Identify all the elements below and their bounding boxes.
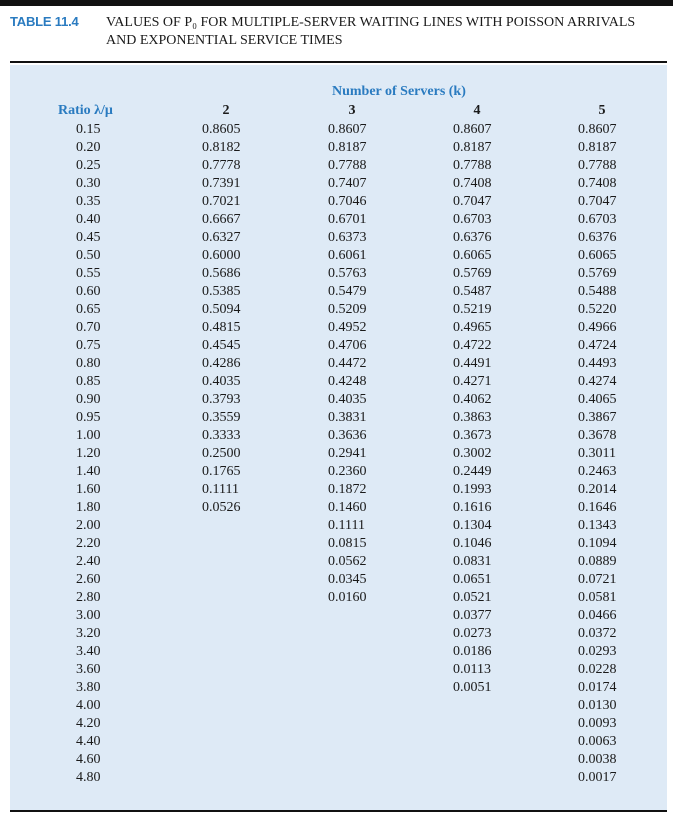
table-row bbox=[0, 301, 673, 319]
p0-cell-k5: 0.4065 bbox=[578, 392, 617, 407]
p0-cell-k2: 0.7778 bbox=[202, 158, 241, 173]
p0-cell-k3: 0.2360 bbox=[328, 464, 367, 479]
p0-cell-k3: 0.7046 bbox=[328, 194, 367, 209]
p0-cell-k5: 0.6376 bbox=[578, 230, 617, 245]
table-row bbox=[0, 769, 673, 787]
table-row bbox=[0, 373, 673, 391]
p0-cell-k4: 0.0186 bbox=[453, 644, 492, 659]
p0-cell-k5: 0.5220 bbox=[578, 302, 617, 317]
table-row bbox=[0, 265, 673, 283]
ratio-cell: 0.60 bbox=[76, 284, 101, 299]
p0-cell-k4: 0.3673 bbox=[453, 428, 492, 443]
p0-cell-k3: 0.6373 bbox=[328, 230, 367, 245]
p0-cell-k4: 0.5769 bbox=[453, 266, 492, 281]
p0-cell-k5: 0.4724 bbox=[578, 338, 617, 353]
p0-cell-k4: 0.0521 bbox=[453, 590, 492, 605]
p0-cell-k4: 0.6703 bbox=[453, 212, 492, 227]
table-row bbox=[0, 697, 673, 715]
p0-cell-k5: 0.0889 bbox=[578, 554, 617, 569]
table-row bbox=[0, 355, 673, 373]
p0-cell-k3: 0.1872 bbox=[328, 482, 367, 497]
ratio-cell: 0.50 bbox=[76, 248, 101, 263]
p0-cell-k3: 0.4035 bbox=[328, 392, 367, 407]
table-row bbox=[0, 535, 673, 553]
p0-cell-k2: 0.6667 bbox=[202, 212, 241, 227]
table-rows bbox=[0, 121, 673, 787]
p0-cell-k3: 0.5763 bbox=[328, 266, 367, 281]
p0-cell-k4: 0.2449 bbox=[453, 464, 492, 479]
p0-cell-k4: 0.8187 bbox=[453, 140, 492, 155]
column-header-k2: 2 bbox=[222, 103, 230, 118]
p0-cell-k5: 0.5488 bbox=[578, 284, 617, 299]
p0-cell-k4: 0.5219 bbox=[453, 302, 492, 317]
p0-cell-k3: 0.7788 bbox=[328, 158, 367, 173]
table-row bbox=[0, 553, 673, 571]
p0-cell-k2: 0.3333 bbox=[202, 428, 241, 443]
p0-cell-k5: 0.4274 bbox=[578, 374, 617, 389]
table-row bbox=[0, 715, 673, 733]
p0-cell-k4: 0.0273 bbox=[453, 626, 492, 641]
table-title: VALUES OF P₀ FOR MULTIPLE-SERVER WAITING LINES WITH POISSON ARRIVALS AND EXPONENTIAL SERVICE TIMES bbox=[106, 15, 636, 48]
table-row bbox=[0, 463, 673, 481]
table-row bbox=[0, 589, 673, 607]
p0-cell-k4: 0.4062 bbox=[453, 392, 492, 407]
table-row bbox=[0, 427, 673, 445]
p0-cell-k4: 0.8607 bbox=[453, 122, 492, 137]
ratio-cell: 1.40 bbox=[76, 464, 101, 479]
column-header-k3: 3 bbox=[348, 103, 356, 118]
table-row bbox=[0, 643, 673, 661]
p0-cell-k5: 0.0228 bbox=[578, 662, 617, 677]
table-row bbox=[0, 139, 673, 157]
ratio-cell: 3.80 bbox=[76, 680, 101, 695]
p0-cell-k4: 0.4491 bbox=[453, 356, 492, 371]
p0-cell-k5: 0.1343 bbox=[578, 518, 617, 533]
p0-cell-k3: 0.4952 bbox=[328, 320, 367, 335]
p0-cell-k3: 0.0160 bbox=[328, 590, 367, 605]
p0-cell-k4: 0.5487 bbox=[453, 284, 492, 299]
p0-cell-k2: 0.4815 bbox=[202, 320, 241, 335]
p0-cell-k2: 0.4035 bbox=[202, 374, 241, 389]
p0-cell-k2: 0.7021 bbox=[202, 194, 241, 209]
p0-cell-k3: 0.7407 bbox=[328, 176, 367, 191]
ratio-cell: 3.20 bbox=[76, 626, 101, 641]
table-row bbox=[0, 283, 673, 301]
p0-cell-k4: 0.4271 bbox=[453, 374, 492, 389]
p0-cell-k5: 0.2014 bbox=[578, 482, 617, 497]
p0-cell-k2: 0.8605 bbox=[202, 122, 241, 137]
p0-cell-k5: 0.7788 bbox=[578, 158, 617, 173]
p0-cell-k5: 0.5769 bbox=[578, 266, 617, 281]
p0-cell-k5: 0.0093 bbox=[578, 716, 617, 731]
p0-cell-k5: 0.3678 bbox=[578, 428, 617, 443]
p0-cell-k2: 0.2500 bbox=[202, 446, 241, 461]
p0-cell-k4: 0.3002 bbox=[453, 446, 492, 461]
p0-cell-k3: 0.1111 bbox=[328, 518, 365, 533]
p0-cell-k3: 0.6061 bbox=[328, 248, 367, 263]
p0-cell-k4: 0.1046 bbox=[453, 536, 492, 551]
ratio-cell: 2.40 bbox=[76, 554, 101, 569]
p0-cell-k5: 0.3011 bbox=[578, 446, 616, 461]
p0-cell-k4: 0.7408 bbox=[453, 176, 492, 191]
p0-cell-k3: 0.8607 bbox=[328, 122, 367, 137]
ratio-cell: 0.55 bbox=[76, 266, 101, 281]
table-row bbox=[0, 517, 673, 535]
p0-cell-k4: 0.1304 bbox=[453, 518, 492, 533]
p0-cell-k2: 0.4286 bbox=[202, 356, 241, 371]
p0-cell-k5: 0.0581 bbox=[578, 590, 617, 605]
p0-cell-k3: 0.5209 bbox=[328, 302, 367, 317]
p0-cell-k5: 0.6065 bbox=[578, 248, 617, 263]
ratio-cell: 2.60 bbox=[76, 572, 101, 587]
table-row bbox=[0, 679, 673, 697]
p0-cell-k4: 0.3863 bbox=[453, 410, 492, 425]
table-row bbox=[0, 409, 673, 427]
ratio-cell: 3.40 bbox=[76, 644, 101, 659]
p0-cell-k3: 0.4248 bbox=[328, 374, 367, 389]
p0-cell-k4: 0.6065 bbox=[453, 248, 492, 263]
table-row bbox=[0, 193, 673, 211]
p0-cell-k5: 0.7408 bbox=[578, 176, 617, 191]
p0-cell-k5: 0.0466 bbox=[578, 608, 617, 623]
p0-cell-k2: 0.6000 bbox=[202, 248, 241, 263]
ratio-cell: 0.35 bbox=[76, 194, 101, 209]
table-row bbox=[0, 661, 673, 679]
number-of-servers-heading: Number of Servers (k) bbox=[332, 84, 466, 99]
p0-cell-k4: 0.4965 bbox=[453, 320, 492, 335]
p0-cell-k4: 0.7788 bbox=[453, 158, 492, 173]
p0-cell-k5: 0.0174 bbox=[578, 680, 617, 695]
p0-cell-k5: 0.0372 bbox=[578, 626, 617, 641]
table-number: TABLE 11.4 bbox=[10, 14, 79, 29]
p0-cell-k2: 0.8182 bbox=[202, 140, 241, 155]
ratio-cell: 4.60 bbox=[76, 752, 101, 767]
p0-cell-k5: 0.1646 bbox=[578, 500, 617, 515]
p0-cell-k2: 0.0526 bbox=[202, 500, 241, 515]
table-row bbox=[0, 211, 673, 229]
table-row bbox=[0, 157, 673, 175]
p0-cell-k3: 0.0345 bbox=[328, 572, 367, 587]
p0-cell-k4: 0.1993 bbox=[453, 482, 492, 497]
p0-cell-k5: 0.0130 bbox=[578, 698, 617, 713]
ratio-cell: 0.90 bbox=[76, 392, 101, 407]
p0-cell-k4: 0.1616 bbox=[453, 500, 492, 515]
p0-cell-k3: 0.8187 bbox=[328, 140, 367, 155]
ratio-cell: 0.45 bbox=[76, 230, 101, 245]
p0-cell-k4: 0.0831 bbox=[453, 554, 492, 569]
p0-cell-k5: 0.8187 bbox=[578, 140, 617, 155]
ratio-cell: 4.80 bbox=[76, 770, 101, 785]
p0-cell-k3: 0.6701 bbox=[328, 212, 367, 227]
table-row bbox=[0, 247, 673, 265]
ratio-cell: 0.80 bbox=[76, 356, 101, 371]
table-row bbox=[0, 391, 673, 409]
ratio-cell: 0.15 bbox=[76, 122, 101, 137]
ratio-cell: 1.80 bbox=[76, 500, 101, 515]
table-row bbox=[0, 625, 673, 643]
table-row bbox=[0, 571, 673, 589]
p0-cell-k4: 0.0113 bbox=[453, 662, 491, 677]
p0-cell-k2: 0.4545 bbox=[202, 338, 241, 353]
ratio-cell: 0.65 bbox=[76, 302, 101, 317]
table-row bbox=[0, 751, 673, 769]
p0-cell-k5: 0.6703 bbox=[578, 212, 617, 227]
column-header-k4: 4 bbox=[473, 103, 481, 118]
p0-cell-k5: 0.4493 bbox=[578, 356, 617, 371]
p0-cell-k3: 0.1460 bbox=[328, 500, 367, 515]
ratio-cell: 4.20 bbox=[76, 716, 101, 731]
ratio-cell: 2.20 bbox=[76, 536, 101, 551]
p0-cell-k3: 0.0815 bbox=[328, 536, 367, 551]
ratio-cell: 3.00 bbox=[76, 608, 101, 623]
p0-cell-k3: 0.2941 bbox=[328, 446, 367, 461]
p0-cell-k3: 0.4706 bbox=[328, 338, 367, 353]
header-rule bbox=[10, 61, 667, 63]
ratio-cell: 1.60 bbox=[76, 482, 101, 497]
ratio-cell: 2.80 bbox=[76, 590, 101, 605]
ratio-cell: 2.00 bbox=[76, 518, 101, 533]
table-row bbox=[0, 337, 673, 355]
ratio-cell: 3.60 bbox=[76, 662, 101, 677]
table-row bbox=[0, 121, 673, 139]
p0-cell-k5: 0.0017 bbox=[578, 770, 617, 785]
p0-cell-k3: 0.3636 bbox=[328, 428, 367, 443]
p0-cell-k5: 0.0293 bbox=[578, 644, 617, 659]
p0-cell-k5: 0.0721 bbox=[578, 572, 617, 587]
p0-cell-k4: 0.6376 bbox=[453, 230, 492, 245]
ratio-cell: 0.85 bbox=[76, 374, 101, 389]
p0-cell-k2: 0.1765 bbox=[202, 464, 241, 479]
p0-cell-k5: 0.1094 bbox=[578, 536, 617, 551]
table-row bbox=[0, 607, 673, 625]
p0-cell-k5: 0.0063 bbox=[578, 734, 617, 749]
table-row bbox=[0, 481, 673, 499]
table-row bbox=[0, 733, 673, 751]
p0-cell-k2: 0.6327 bbox=[202, 230, 241, 245]
bottom-rule bbox=[10, 810, 667, 812]
table-row bbox=[0, 319, 673, 337]
p0-cell-k5: 0.7047 bbox=[578, 194, 617, 209]
p0-cell-k4: 0.7047 bbox=[453, 194, 492, 209]
ratio-column-header: Ratio λ/μ bbox=[58, 103, 113, 118]
table-row bbox=[0, 229, 673, 247]
table-row bbox=[0, 499, 673, 517]
ratio-cell: 1.20 bbox=[76, 446, 101, 461]
ratio-cell: 0.30 bbox=[76, 176, 101, 191]
ratio-cell: 0.70 bbox=[76, 320, 101, 335]
column-header-k5: 5 bbox=[598, 103, 606, 118]
ratio-cell: 1.00 bbox=[76, 428, 101, 443]
ratio-cell: 0.75 bbox=[76, 338, 101, 353]
p0-cell-k5: 0.0038 bbox=[578, 752, 617, 767]
p0-cell-k2: 0.5686 bbox=[202, 266, 241, 281]
ratio-cell: 0.40 bbox=[76, 212, 101, 227]
ratio-cell: 4.40 bbox=[76, 734, 101, 749]
top-rule bbox=[0, 0, 673, 6]
ratio-cell: 4.00 bbox=[76, 698, 101, 713]
p0-cell-k3: 0.5479 bbox=[328, 284, 367, 299]
p0-cell-k2: 0.1111 bbox=[202, 482, 239, 497]
p0-cell-k3: 0.3831 bbox=[328, 410, 367, 425]
p0-cell-k3: 0.0562 bbox=[328, 554, 367, 569]
p0-cell-k2: 0.3793 bbox=[202, 392, 241, 407]
ratio-cell: 0.95 bbox=[76, 410, 101, 425]
p0-cell-k2: 0.7391 bbox=[202, 176, 241, 191]
table-row bbox=[0, 445, 673, 463]
p0-cell-k2: 0.5385 bbox=[202, 284, 241, 299]
table-row bbox=[0, 175, 673, 193]
p0-cell-k5: 0.4966 bbox=[578, 320, 617, 335]
p0-cell-k3: 0.4472 bbox=[328, 356, 367, 371]
ratio-cell: 0.25 bbox=[76, 158, 101, 173]
p0-cell-k5: 0.2463 bbox=[578, 464, 617, 479]
p0-cell-k4: 0.0651 bbox=[453, 572, 492, 587]
p0-cell-k5: 0.3867 bbox=[578, 410, 617, 425]
p0-cell-k4: 0.0051 bbox=[453, 680, 492, 695]
p0-cell-k2: 0.3559 bbox=[202, 410, 241, 425]
ratio-cell: 0.20 bbox=[76, 140, 101, 155]
p0-cell-k4: 0.4722 bbox=[453, 338, 492, 353]
p0-cell-k2: 0.5094 bbox=[202, 302, 241, 317]
p0-cell-k4: 0.0377 bbox=[453, 608, 492, 623]
p0-cell-k5: 0.8607 bbox=[578, 122, 617, 137]
